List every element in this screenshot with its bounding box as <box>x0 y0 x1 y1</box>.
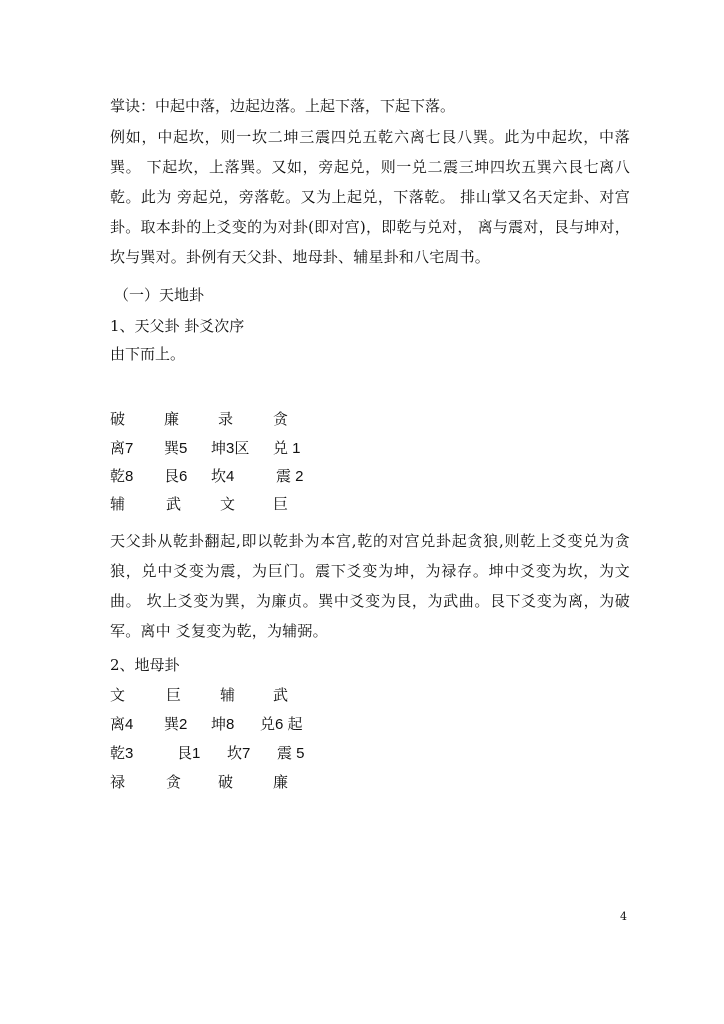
grid-cell: 破 <box>110 410 126 428</box>
grid-cell: 震 2 <box>276 468 304 485</box>
grid-cell: 坎4 <box>211 468 235 485</box>
grid-cell: 巽2 <box>164 716 188 733</box>
grid-cell: 离4 <box>110 716 134 733</box>
grid-cell: 巨 <box>273 495 289 513</box>
mnemonic-line: 掌诀：中起中落，边起边落。上起下落，下起下落。 <box>110 97 456 115</box>
grid-cell: 巨 <box>166 686 182 704</box>
section-heading: （一）天地卦 <box>114 286 205 304</box>
grid-cell: 坎7 <box>227 745 251 762</box>
grid-cell: 巽5 <box>164 440 188 457</box>
grid-cell: 禄 <box>110 773 126 791</box>
grid-cell: 廉 <box>273 773 289 791</box>
intro-paragraph: 例如，中起坎，则一坎二坤三震四兑五乾六离七艮八巽。此为中起坎，中落巽。 下起坎，上落巽。又如，旁起兑，则一兑二震三坤四坎五巽六艮七离八乾。此为 旁起兑，旁落乾。又为上起兑，下落乾。 排山掌又名天定卦、对宫卦。取本卦的上爻变的为对卦(即对宫)，即乾与兑对， 离与震对，艮与坤对，坎与巽对。卦例有天父卦、地母卦、辅星卦和八宅周书。 <box>110 128 630 266</box>
grid-cell: 离7 <box>110 440 134 457</box>
grid-cell: 录 <box>218 410 234 428</box>
grid-cell: 武 <box>166 495 182 513</box>
grid-cell: 破 <box>218 773 234 791</box>
grid-cell: 兑6 起 <box>260 716 303 733</box>
order-note: 由下而上。 <box>110 345 186 363</box>
grid-cell: 辅 <box>110 495 126 513</box>
grid-cell: 乾8 <box>110 468 134 485</box>
grid-cell: 兑 1 <box>273 440 301 457</box>
grid-cell: 艮1 <box>177 745 201 762</box>
grid-cell: 坤8 <box>211 716 235 733</box>
grid-cell: 贪 <box>273 410 289 428</box>
grid-cell: 廉 <box>164 410 180 428</box>
subheading-tianfu: 1、天父卦 卦爻次序 <box>110 317 245 335</box>
grid-cell: 艮6 <box>164 468 188 485</box>
grid-cell: 武 <box>273 686 289 704</box>
grid-cell: 震 5 <box>277 745 305 762</box>
tianfu-explanation: 天父卦从乾卦翻起,即以乾卦为本宫,乾的对宫兑卦起贪狼,则乾上爻变兑为贪 狼，兑中爻变为震，为巨门。震下爻变为坤，为禄存。坤中爻变为坎，为文曲。 坎上爻变为巽，为廉贞。巽中爻变为艮，为武曲。艮下爻变为离，为破军。离中 爻复变为乾，为辅弼。 <box>110 532 630 640</box>
grid-cell: 贪 <box>166 773 182 791</box>
grid-cell: 文 <box>220 495 236 513</box>
grid-cell: 乾3 <box>110 745 134 762</box>
page-number: 4 <box>620 910 627 923</box>
grid-cell: 文 <box>110 686 126 704</box>
subheading-dimu: 2、地母卦 <box>110 656 180 674</box>
grid-cell: 坤3区 <box>211 440 250 457</box>
grid-cell: 辅 <box>220 686 236 704</box>
